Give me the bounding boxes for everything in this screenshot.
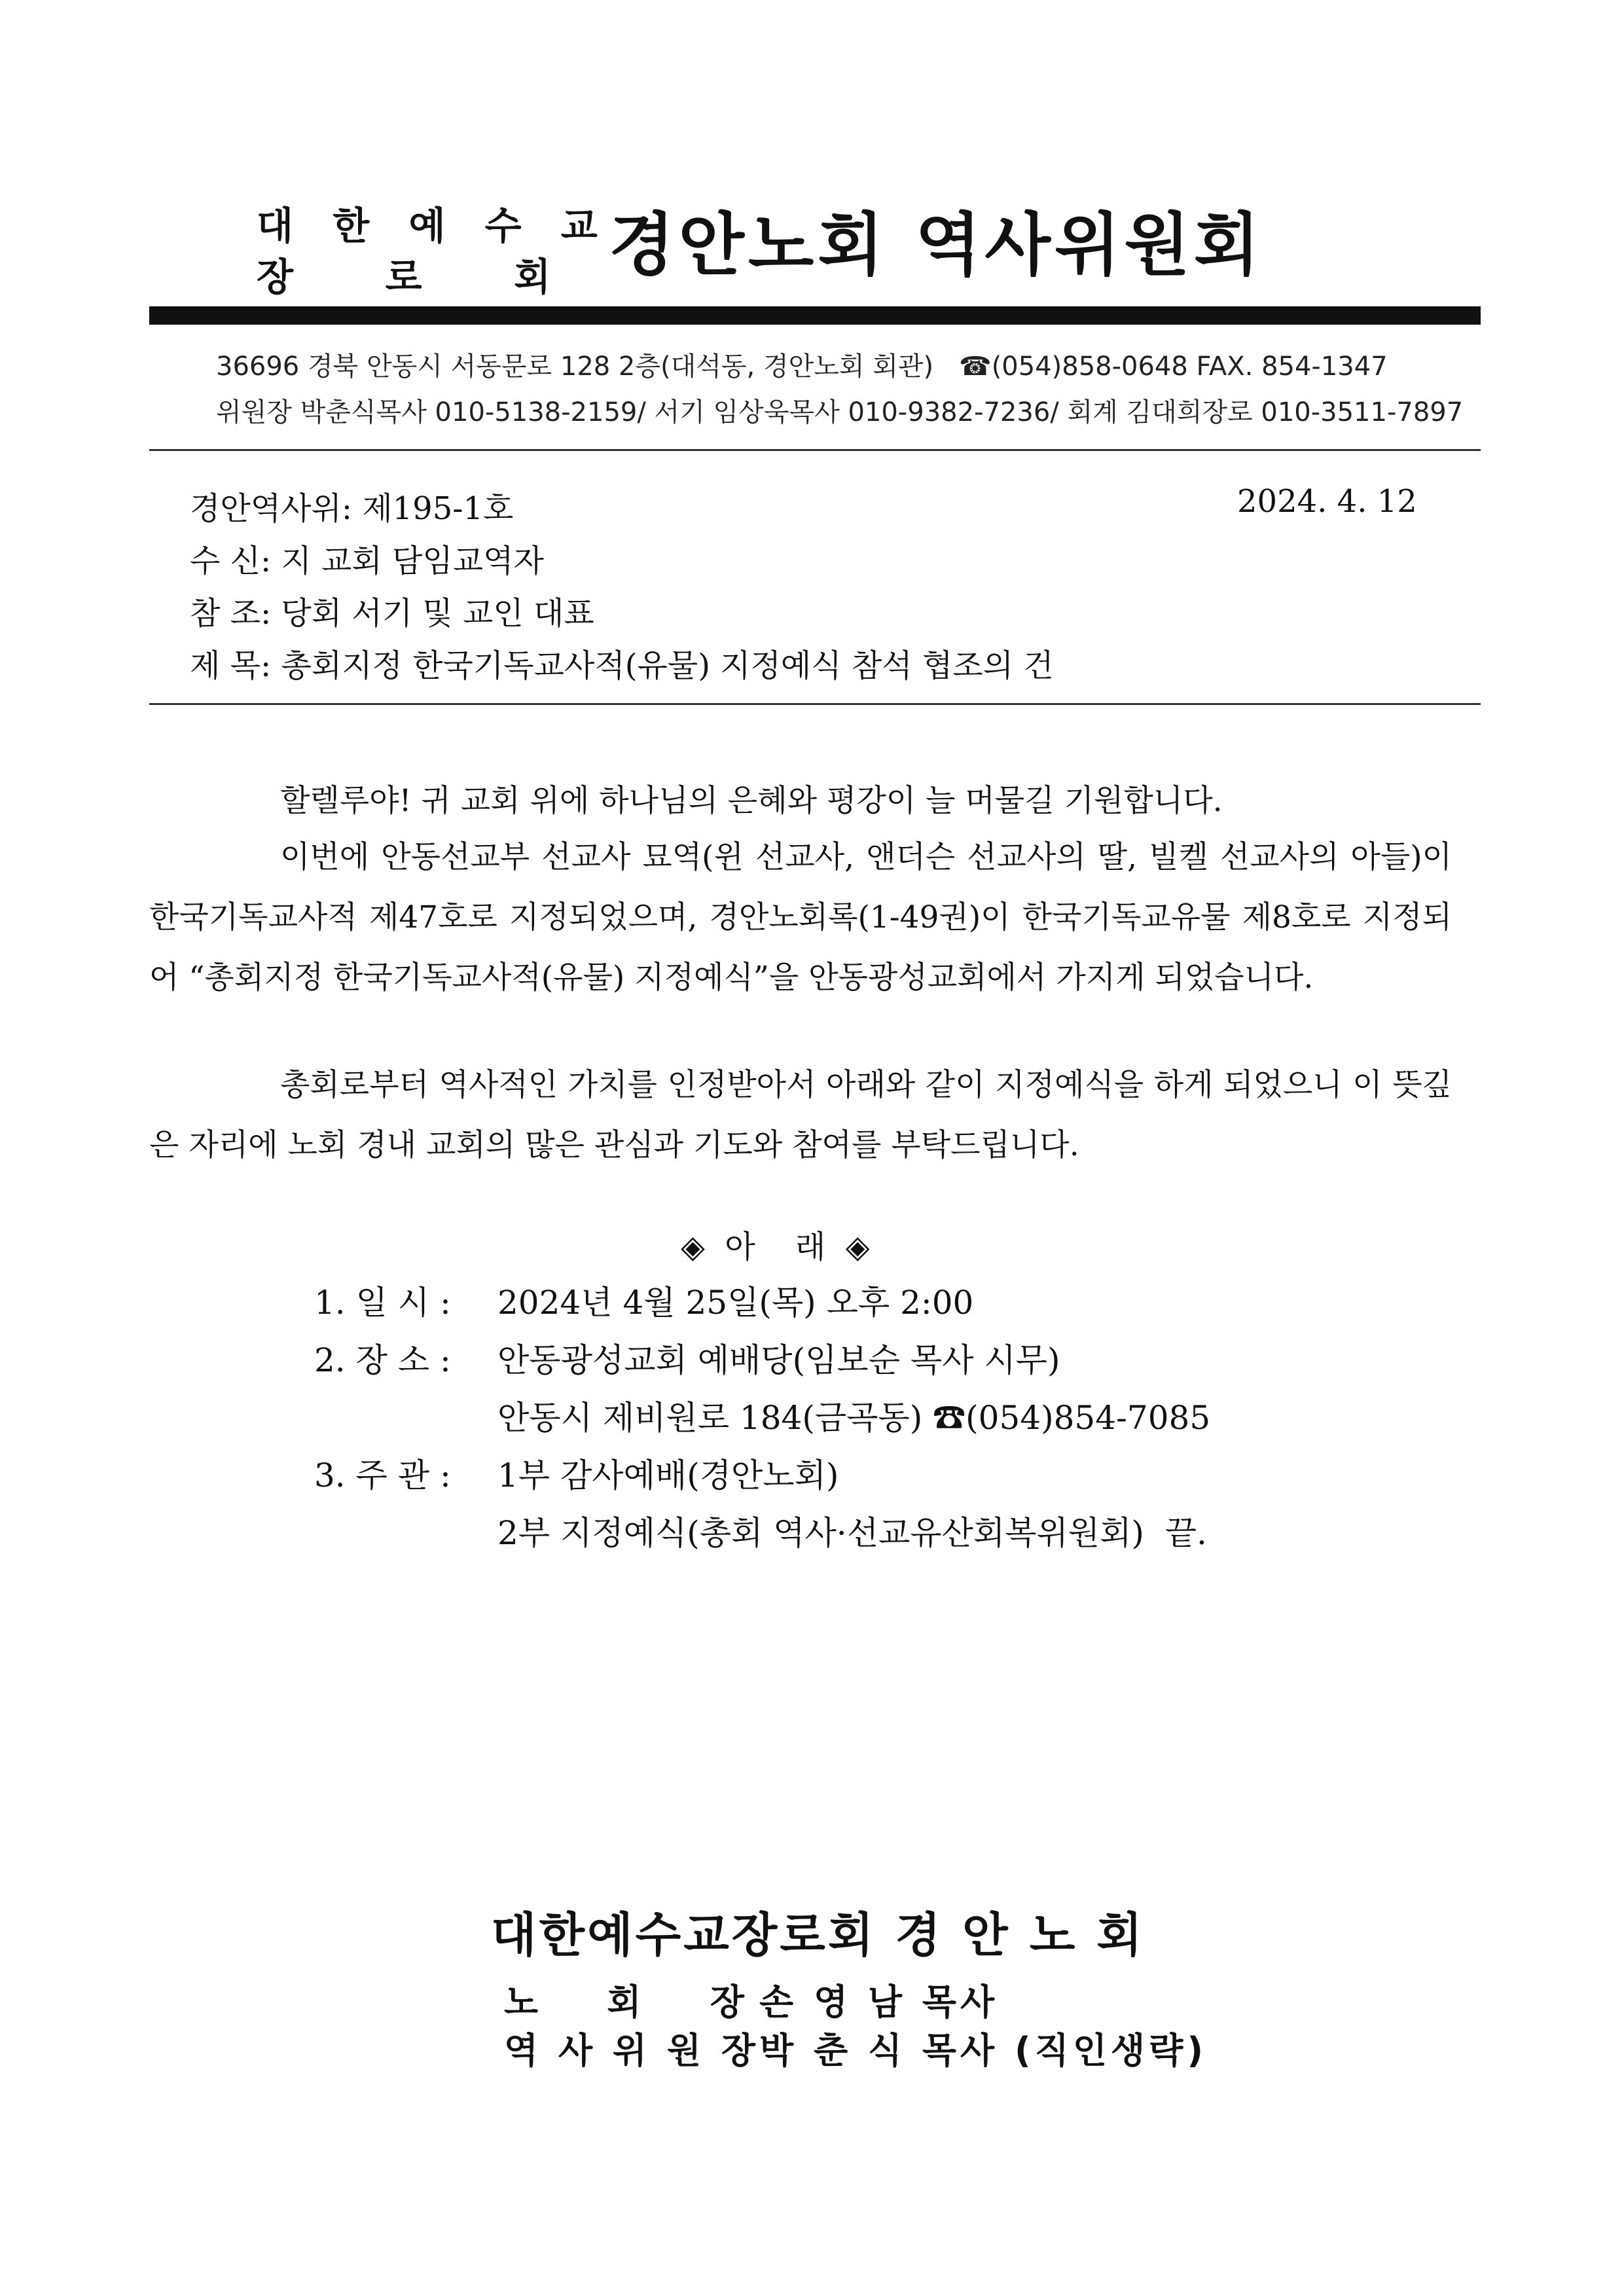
detail-datetime-label: 1. 일 시 : — [314, 1284, 451, 1322]
header-thin-divider — [149, 449, 1481, 451]
signature-org: 대한예수교장로회 경 안 노 회 — [491, 1907, 1145, 1962]
signature-line-1-title: 노 회 장 — [504, 1981, 748, 2023]
detail-location-value: 안동광성교회 예배당(임보순 목사 시무) — [497, 1341, 1060, 1379]
signature-line-1-name: 손 영 남 목사 — [759, 1981, 999, 2023]
org-name-line2: 장 로 회 — [257, 255, 564, 299]
detail-host-part1: 1부 감사예배(경안노회) — [497, 1456, 839, 1494]
body-paragraph-2-text: 이번에 안동선교부 선교사 묘역(윈 선교사, 앤더슨 선교사의 딸, 빌켈 선교사의 아들)이 한국기독교사적 제47호로 지정되었으며, 경안노회록(1-49권)이 한국기독교유물 제8호로 지정되어 “총회지정 한국기독교사적(유물) 지정예식”을 안동광성교회에서 가지게 되었습니다. — [149, 839, 1452, 996]
phone-fax: (054)858-0648 FAX. 854-1347 — [991, 352, 1388, 382]
recipient: 수 신: 지 교회 담임교역자 — [190, 543, 544, 579]
detail-host-part2: 2부 지정예식(총회 역사·선교유산회복위원회) 끝. — [497, 1514, 1207, 1552]
address: 36696 경북 안동시 서동문로 128 2층(대석동, 경안노회 회관) — [216, 352, 934, 382]
arae-heading: ◈ 아 래 ◈ — [681, 1229, 870, 1265]
header-thick-divider — [149, 306, 1481, 325]
subject: 제 목: 총회지정 한국기독교사적(유물) 지정예식 참석 협조의 건 — [190, 647, 1054, 684]
committee-title: 경안노회 역사위원회 — [609, 205, 1264, 285]
detail-location-label: 2. 장 소 : — [314, 1341, 451, 1379]
detail-host-label: 3. 주 관 : — [314, 1456, 451, 1494]
body-paragraph-3-text: 총회로부터 역사적인 가치를 인정받아서 아래와 같이 지정예식을 하게 되었으니 이 뜻깊은 자리에 노회 경내 교회의 많은 관심과 기도와 참여를 부탁드립니다. — [149, 1067, 1452, 1163]
detail-datetime-value: 2024년 4월 25일(목) 오후 2:00 — [497, 1284, 974, 1322]
detail-location-address: 안동시 제비원로 184(금곡동) ☎(054)854-7085 — [497, 1399, 1211, 1437]
org-name-line1: 대 한 예 수 교 — [257, 204, 611, 248]
reference: 참 조: 당회 서기 및 교인 대표 — [190, 595, 594, 632]
signature-line-2-name: 박 춘 식 목사 (직인생략) — [759, 2030, 1208, 2071]
body-paragraph-3 — [149, 1055, 1452, 1176]
body-paragraph-2 — [149, 827, 1452, 1008]
body-paragraph-1 — [149, 771, 1452, 831]
header-address-line — [216, 346, 1388, 383]
contacts-line: 위원장 박춘식목사 010-5138-2159/ 서기 임상욱목사 010-9382-7236/ 회계 김대희장로 010-3511-7897 — [216, 397, 1464, 427]
body-paragraph-1-text: 할렐루야! 귀 교회 위에 하나님의 은혜와 평강이 늘 머물길 기원합니다. — [280, 783, 1223, 819]
signature-line-2-title: 역 사 위 원 장 — [504, 2030, 760, 2071]
telephone-icon: ☎ — [958, 352, 992, 382]
meta-divider — [149, 703, 1481, 705]
document-date: 2024. 4. 12 — [1237, 483, 1417, 520]
document-number: 경안역사위: 제195-1호 — [190, 490, 514, 527]
